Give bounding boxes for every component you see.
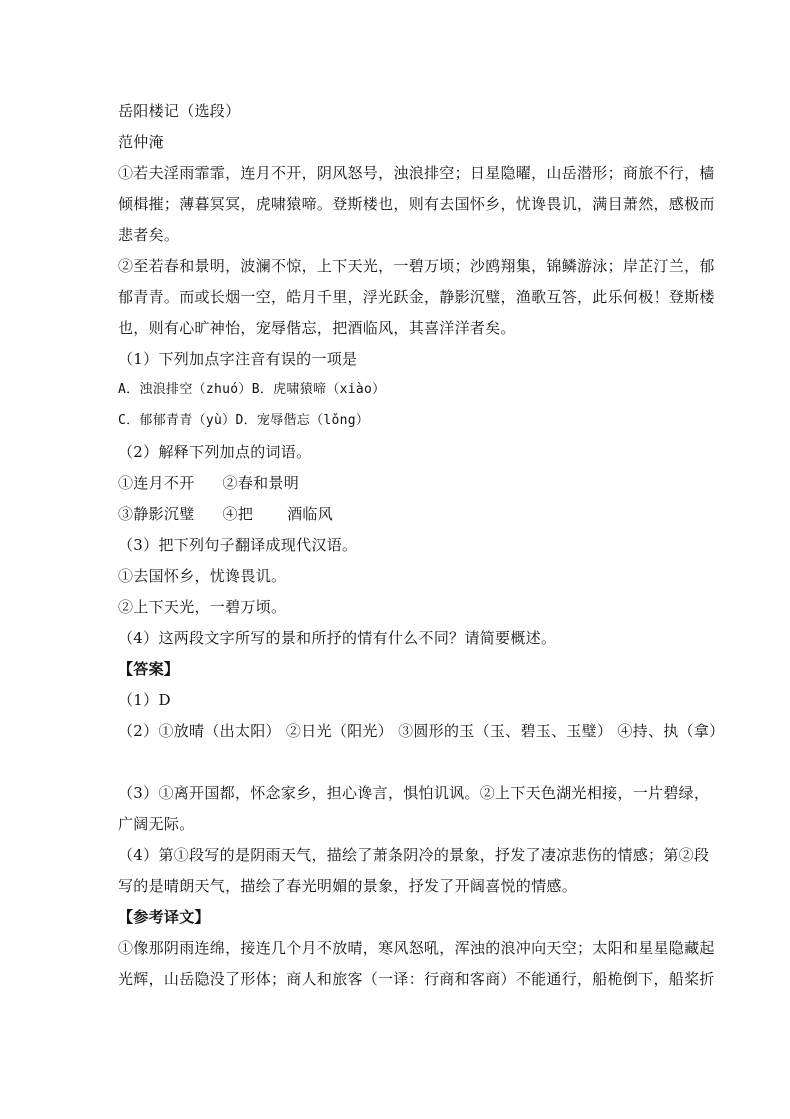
answer-4-line-1: （4）第①段写的是阴雨天气，描绘了萧条阴冷的景象，抒发了凄凉悲伤的情感；第②段 bbox=[118, 846, 710, 864]
answer-3-line-2: 广阔无际。 bbox=[118, 815, 195, 833]
paragraph-1-line-3: 悲者矣。 bbox=[118, 226, 180, 244]
paragraph-1-line-1: ①若夫淫雨霏霏，连月不开，阴风怒号，浊浪排空；日星隐曜，山岳潜形；商旅不行，樯 bbox=[118, 164, 715, 182]
question-3-stem: （3）把下列句子翻译成现代汉语。 bbox=[118, 536, 358, 554]
question-2-item-4-rest: 酒临风 bbox=[287, 505, 334, 523]
paragraph-2-line-2: 郁青青。而或长烟一空，皓月千里，浮光跃金，静影沉璧，渔歌互答，此乐何极！登斯楼 bbox=[118, 288, 715, 306]
paragraph-2-line-3: 也，则有心旷神怡，宠辱偕忘，把酒临风，其喜洋洋者矣。 bbox=[118, 319, 516, 337]
question-2-stem: （2）解释下列加点的词语。 bbox=[118, 443, 312, 461]
question-3-item-1: ①去国怀乡，忧谗畏讥。 bbox=[118, 567, 287, 585]
question-4-stem: （4）这两段文字所写的景和所抒的情有什么不同？请简要概述。 bbox=[118, 629, 557, 647]
question-2-item-3: ③静影沉璧 bbox=[118, 505, 195, 523]
translation-heading: 【参考译文】 bbox=[118, 908, 210, 926]
question-2-row-2 bbox=[118, 504, 333, 524]
answer-2: （2）①放晴（出太阳） ②日光（阳光） ③圆形的玉（玉、碧玉、玉璧） ④持、执（拿） bbox=[118, 722, 725, 740]
translation-line-2: 光辉，山岳隐没了形体；商人和旅客（一译：行商和客商）不能通行，船桅倒下，船桨折 bbox=[118, 970, 715, 988]
question-1-options-ab: A．浊浪排空（zhuó）B．虎啸猿啼（xiào） bbox=[118, 382, 386, 397]
question-2-item-2: ②春和景明 bbox=[222, 474, 300, 492]
question-1-options-cd: C．郁郁青青（yù）D．宠辱偕忘（lǒng） bbox=[118, 413, 370, 428]
question-1-stem: （1）下列加点字注音有误的一项是 bbox=[118, 350, 358, 368]
question-2-row-1 bbox=[118, 473, 299, 493]
paragraph-2-line-1: ②至若春和景明，波澜不惊，上下天光，一碧万顷；沙鸥翔集，锦鳞游泳；岸芷汀兰，郁 bbox=[118, 257, 715, 275]
question-3-item-2: ②上下天光，一碧万顷。 bbox=[118, 598, 287, 616]
paragraph-1-line-2: 倾楫摧；薄暮冥冥，虎啸猿啼。登斯楼也，则有去国怀乡，忧谗畏讥，满目萧然，感极而 bbox=[118, 195, 715, 213]
answer-heading: 【答案】 bbox=[118, 660, 180, 678]
answer-3-line-1: （3）①离开国都，怀念家乡，担心谗言，惧怕讥讽。②上下天色湖光相接，一片碧绿， bbox=[118, 784, 710, 802]
passage-title: 岳阳楼记（选段） bbox=[118, 102, 241, 120]
passage-author: 范仲淹 bbox=[118, 133, 164, 151]
answer-4-line-2: 写的是晴朗天气，描绘了春光明媚的景象，抒发了开阔喜悦的情感。 bbox=[118, 877, 578, 895]
question-2-item-4: ④把 bbox=[222, 505, 254, 523]
answer-1: （1）D bbox=[118, 691, 171, 709]
question-2-item-1: ①连月不开 bbox=[118, 474, 195, 492]
translation-line-1: ①像那阴雨连绵，接连几个月不放晴，寒风怒吼，浑浊的浪冲向天空；太阳和星星隐藏起 bbox=[118, 939, 715, 957]
